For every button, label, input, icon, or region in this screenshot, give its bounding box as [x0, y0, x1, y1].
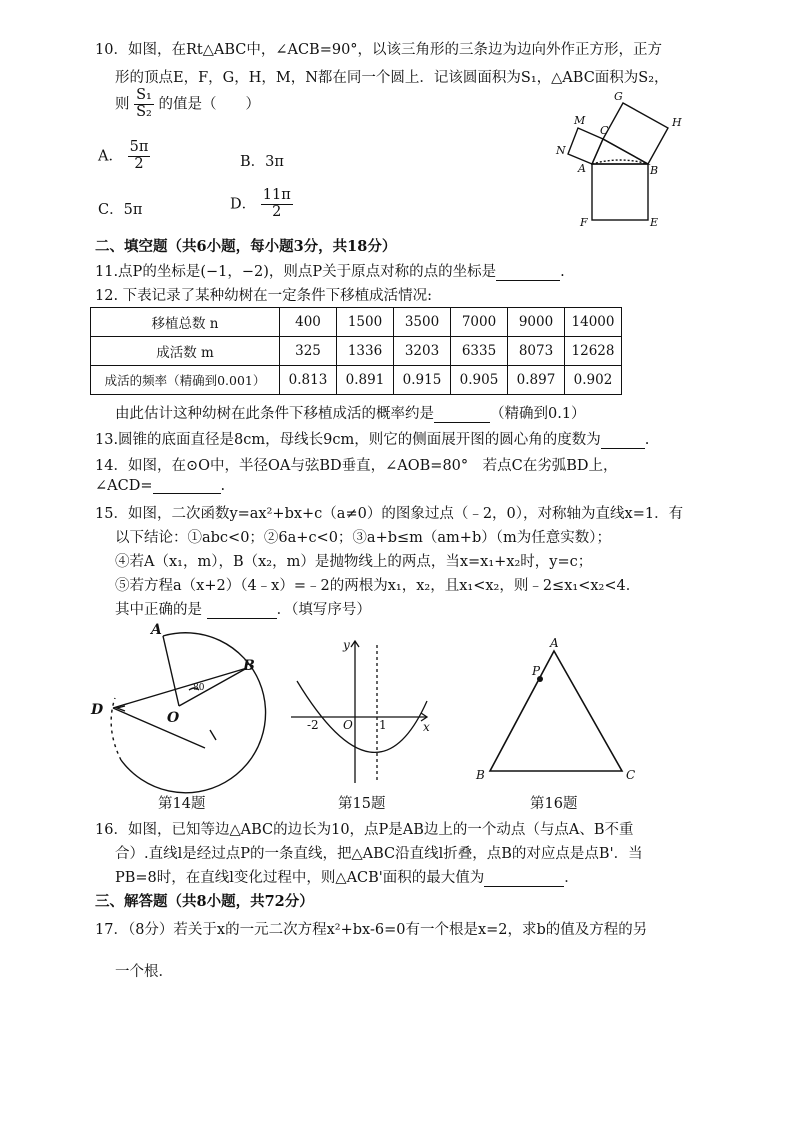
q15-line-5 — [115, 598, 371, 619]
fig10-label-m: M — [574, 114, 586, 127]
fig10-label-h: H — [672, 116, 682, 129]
q10-option-d — [230, 188, 293, 221]
q11-text: 11.点P的坐标是(−1，−2)，则点P关于原点对称的点的坐标是 — [95, 264, 497, 280]
fig10-label-a: A — [578, 162, 586, 175]
q14-text: ∠ACD= — [95, 478, 153, 494]
q15-line-1: 15．如图，二次函数y=ax²+bx+c（a≠0）的图象过点（﹣2，0），对称轴为直线x=1．有 — [95, 506, 684, 522]
q10-option-a-den: 2 — [134, 155, 144, 172]
q10-option-c: C．5π — [98, 202, 143, 218]
q10-option-a-frac — [128, 140, 151, 173]
table-row — [91, 337, 622, 366]
fig16-label-a: A — [550, 636, 559, 650]
table-row — [91, 308, 622, 337]
q13-blank — [601, 434, 645, 449]
q12-after-text: 由此估计这种幼树在此条件下移植成活的概率约是 — [115, 406, 434, 422]
fig14-label-a: A — [151, 622, 162, 638]
fig15-label-o: O — [343, 718, 353, 732]
q10-option-d-label: D． — [230, 196, 257, 213]
table-head: 成活数 m — [91, 337, 280, 366]
q16-suffix: ． — [564, 870, 579, 886]
square-ab — [592, 164, 648, 220]
table-cell: 7000 — [451, 308, 508, 337]
q17-line-1: 17．（8分）若关于x的一元二次方程x²+bx-6=0有一个根是x=2，求b的值及方程的另 — [95, 922, 648, 938]
q12-after — [115, 402, 586, 423]
radius-oa — [163, 636, 179, 706]
table-cell: 325 — [280, 337, 337, 366]
circle-o — [121, 633, 266, 793]
q10-fraction — [134, 88, 154, 121]
section-3-heading: 三、解答题（共8小题，共72分） — [95, 893, 314, 910]
q14-line-1: 14．如图，在⊙O中，半径OA与弦BD垂直，∠AOB=80° 若点C在劣弧BD上， — [95, 458, 618, 474]
q11-blank — [496, 266, 560, 281]
q12-after-suffix: （精确到0.1） — [490, 406, 586, 422]
q14-line-2 — [95, 478, 225, 494]
q15-line-4: ⑤若方程a（x+2）（4﹣x）=﹣2的两根为x₁，x₂，且x₁<x₂，则﹣2≤x₁<x₂<4． — [115, 578, 641, 594]
fig10-label-g: G — [614, 90, 623, 103]
fig15-label-1: 1 — [379, 718, 387, 732]
q16-line-2: 合）.直线l是经过点P的一条直线，把△ABC沿直线l折叠，点B的对应点是点B'．当 — [115, 846, 643, 862]
q10-option-a-label: A． — [98, 148, 123, 165]
section-2-heading: 二、填空题（共6小题，每小题3分，共18分） — [95, 238, 397, 255]
q15-suffix: ．（填写序号） — [276, 602, 371, 618]
tick-mark — [210, 730, 216, 740]
chord-dc — [113, 708, 205, 748]
triangle-abc — [490, 651, 622, 771]
q15-blank — [207, 604, 277, 619]
q14-end: . — [220, 478, 226, 494]
fig14-label-o: O — [167, 710, 180, 726]
q11-end: . — [560, 264, 565, 280]
table-cell: 1500 — [337, 308, 394, 337]
q12-table — [90, 307, 622, 395]
q10-option-a — [98, 140, 150, 173]
fig10-label-f: F — [580, 216, 588, 229]
square-bc — [603, 103, 668, 164]
q15-line-3: ④若A（x₁，m），B（x₂，m）是抛物线上的两点，当x=x₁+x₂时，y=c； — [115, 554, 593, 570]
q10-line-1: 10．如图，在Rt△ABC中，∠ACB=90°，以该三角形的三条边为边向外作正方形，正方 — [95, 42, 663, 58]
fig14-label-d: D — [91, 702, 104, 718]
table-cell: 0.891 — [337, 366, 394, 395]
table-cell: 0.902 — [565, 366, 622, 395]
figure-14-caption: 第14题 — [158, 796, 206, 812]
fig14-label-b: B — [243, 658, 255, 674]
q10-option-d-den: 2 — [272, 203, 282, 220]
table-cell: 3203 — [394, 337, 451, 366]
q10-frac-den: S₂ — [136, 103, 152, 120]
table-head: 成活的频率（精确到0.001） — [91, 366, 280, 395]
radius-ob — [179, 668, 247, 706]
q16-text: PB=8时，在直线l变化过程中，则△ACB'面积的最大值为 — [115, 870, 485, 886]
figure-16-caption: 第16题 — [530, 796, 578, 812]
table-cell: 0.905 — [451, 366, 508, 395]
table-cell: 400 — [280, 308, 337, 337]
fig15-label-neg2: -2 — [307, 718, 319, 732]
fig16-label-p: P — [532, 664, 541, 678]
q17-line-2: 一个根． — [115, 964, 173, 980]
fig16-label-c: C — [626, 768, 636, 782]
figure-16 — [470, 635, 650, 785]
q12-blank — [434, 408, 490, 423]
table-cell: 1336 — [337, 337, 394, 366]
fig15-label-x: x — [423, 720, 430, 734]
fig10-label-e: E — [650, 216, 659, 229]
q16-line-3 — [115, 866, 579, 887]
q14-blank — [153, 479, 221, 494]
table-cell: 0.813 — [280, 366, 337, 395]
table-cell: 8073 — [508, 337, 565, 366]
figure-14 — [85, 618, 275, 798]
table-cell: 0.915 — [394, 366, 451, 395]
q11 — [95, 260, 565, 281]
q15-text: 其中正确的是 — [115, 602, 202, 618]
q10-figure — [550, 86, 700, 231]
fig10-label-c: C — [600, 124, 609, 137]
q10-option-d-frac — [261, 188, 293, 221]
table-cell: 14000 — [565, 308, 622, 337]
q10-line-2: 形的顶点E，F，G，H，M，N都在同一个圆上．记该圆面积为S₁，△ABC面积为S₂， — [115, 70, 669, 86]
q10-option-b: B．3π — [240, 154, 284, 170]
chord-bd — [113, 668, 247, 708]
table-head: 移植总数 n — [91, 308, 280, 337]
q10-suffix: 的值是（ ） — [158, 96, 260, 113]
q10-option-a-num: 5π — [129, 139, 149, 155]
table-row — [91, 366, 622, 395]
q10-prefix: 则 — [115, 96, 130, 113]
q15-line-2: 以下结论：①abc<0；②6a+c<0；③a+b≤m（am+b）（m为任意实数）； — [115, 530, 611, 546]
q10-frac-num: S₁ — [136, 87, 152, 103]
fig15-label-y: y — [343, 638, 350, 652]
table-cell: 3500 — [394, 308, 451, 337]
q13-end: . — [644, 432, 650, 448]
q16-line-1: 16．如图，已知等边△ABC的边长为10，点P是AB边上的一个动点（与点A、B不重 — [95, 822, 634, 838]
fig16-label-b: B — [476, 768, 485, 782]
square-ac — [568, 128, 603, 164]
q16-blank — [484, 872, 564, 887]
table-cell: 12628 — [565, 337, 622, 366]
figure-15 — [285, 635, 435, 785]
q13-text: 13.圆锥的底面直径是8cm，母线长9cm，则它的侧面展开图的圆心角的度数为 — [95, 432, 601, 448]
q12-intro: 12. 下表记录了某种幼树在一定条件下移植成活情况: — [95, 288, 433, 304]
fig10-label-b: B — [650, 164, 659, 177]
table-cell: 9000 — [508, 308, 565, 337]
fig14-angle-80: 80 — [193, 683, 205, 693]
table-cell: 6335 — [451, 337, 508, 366]
q10-option-d-num: 11π — [262, 187, 291, 203]
fig10-label-n: N — [556, 144, 566, 157]
q13 — [95, 428, 649, 449]
figure-15-caption: 第15题 — [338, 796, 386, 812]
table-cell: 0.897 — [508, 366, 565, 395]
q10-line-3 — [115, 88, 260, 121]
